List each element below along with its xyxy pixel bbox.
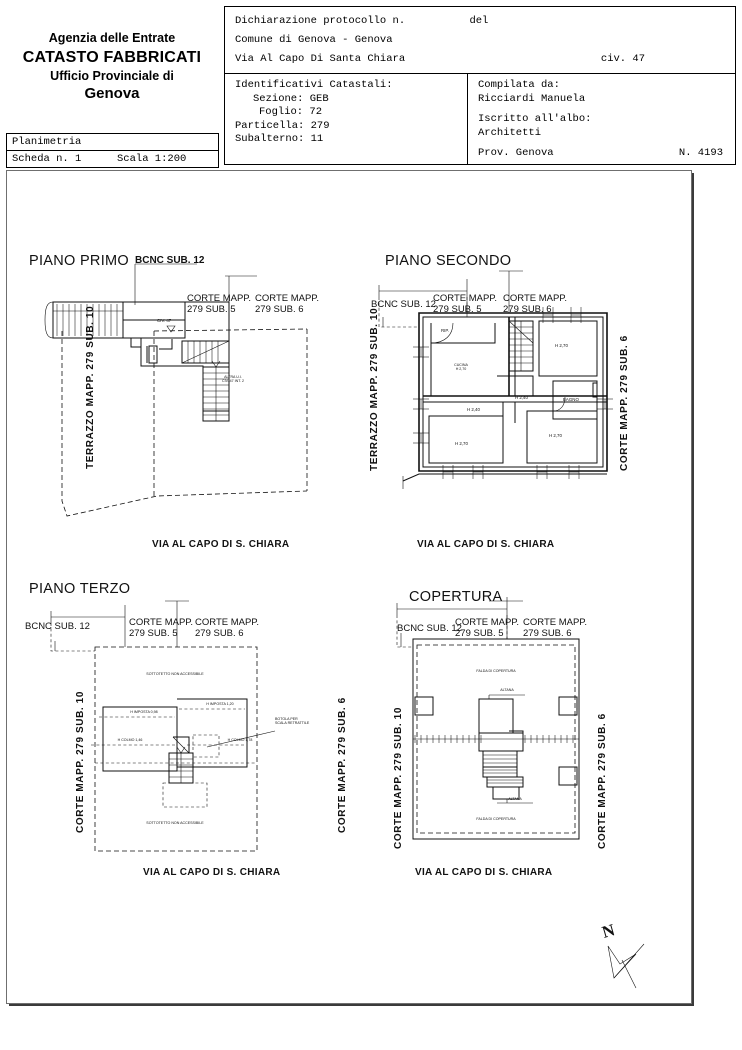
floor-plan-piano-terzo bbox=[7, 571, 357, 1003]
piano-terzo-corte-right-label: CORTE MAPP. 279 SUB. 6 bbox=[337, 697, 348, 833]
piano-primo-civ-label: CIV. 47 bbox=[157, 318, 172, 323]
copertura-title: COPERTURA bbox=[409, 589, 503, 605]
copertura-altana-top-label: ALTANA bbox=[500, 688, 514, 692]
piano-primo-bcnc-label: BCNC SUB. 12 bbox=[135, 255, 205, 266]
piano-terzo-corte6-label bbox=[195, 617, 259, 639]
identificativi-title: Identificativi Catastali: bbox=[235, 79, 393, 91]
agency-block bbox=[8, 30, 216, 104]
piano-terzo-imposta-left-label: H IMPOSTA 0,98 bbox=[130, 710, 158, 714]
planimetria-scheda-row bbox=[7, 151, 218, 167]
copertura-corte5-label bbox=[455, 617, 519, 639]
foglio-value: 72 bbox=[309, 106, 323, 118]
albo-label: Iscritto all'albo: bbox=[478, 113, 592, 125]
copertura-corte-right-label: CORTE MAPP. 279 SUB. 6 bbox=[597, 713, 608, 849]
numero-albo: N. 4193 bbox=[678, 147, 723, 159]
corte6-line1: CORTE MAPP. bbox=[255, 293, 320, 304]
piano-secondo-corte-right-label: CORTE MAPP. 279 SUB. 6 bbox=[619, 335, 630, 471]
piano-primo-terrazzo-label: TERRAZZO MAPP. 279 SUB. 10 bbox=[85, 305, 96, 469]
copertura-corte-left-label: CORTE MAPP. 279 SUB. 10 bbox=[393, 707, 404, 849]
north-arrow bbox=[592, 920, 652, 992]
compilatore-block bbox=[468, 74, 735, 164]
piano-terzo-imposta-right-label: H IMPOSTA 1,20 bbox=[206, 702, 234, 706]
protocollo-del: del bbox=[469, 15, 489, 27]
planimetria-box bbox=[6, 133, 219, 168]
corte5-line1: CORTE MAPP. bbox=[433, 293, 498, 304]
piano-terzo-corte5-label bbox=[129, 617, 193, 639]
particella-label: Particella: bbox=[235, 119, 305, 132]
spacer-2 bbox=[478, 140, 735, 147]
particella-value: 279 bbox=[310, 119, 330, 132]
corte5-line2: 279 SUB. 5 bbox=[455, 628, 504, 640]
via-row bbox=[225, 50, 735, 69]
corte6-line1: CORTE MAPP. bbox=[195, 617, 260, 628]
protocollo-label: Dichiarazione protocollo n. bbox=[235, 15, 406, 27]
piano-primo-corte5-label bbox=[187, 293, 251, 315]
agency-line-2: CATASTO FABBRICATI bbox=[22, 48, 202, 66]
piano-secondo-room-sw-height: H 2,70 bbox=[455, 441, 468, 446]
corte6-line2: 279 SUB. 6 bbox=[255, 304, 304, 316]
agency-line-3: Ufficio Provinciale di bbox=[50, 68, 174, 83]
piano-terzo-corte-left-label: CORTE MAPP. 279 SUB. 10 bbox=[75, 691, 86, 833]
corte5-line2: 279 SUB. 5 bbox=[187, 304, 236, 316]
planimetria-title: Planimetria bbox=[7, 134, 218, 151]
piano-terzo-title: PIANO TERZO bbox=[29, 581, 131, 597]
cucina-line1: CUCINA bbox=[454, 363, 468, 367]
botola-line1: BOTOLA PER bbox=[275, 717, 298, 721]
piano-terzo-sottotetto-bottom-label: SOTTOTETTO NON ACCESSIBILE bbox=[146, 821, 204, 825]
corte5-line2: 279 SUB. 5 bbox=[433, 304, 482, 316]
piano-terzo-colmo-right-label: H COLMO 1,78 bbox=[227, 738, 253, 742]
piano-secondo-title: PIANO SECONDO bbox=[385, 253, 512, 269]
corte5-line1: CORTE MAPP. bbox=[187, 293, 252, 304]
sezione-label: Sezione: bbox=[253, 92, 304, 105]
piano-secondo-rip-label: RIP. bbox=[441, 328, 449, 333]
piano-primo-street-label: VIA AL CAPO DI S. CHIARA bbox=[152, 539, 290, 550]
piano-secondo-room-ne-height: H 2,70 bbox=[555, 343, 568, 348]
corte6-line2: 279 SUB. 6 bbox=[503, 304, 552, 316]
piano-secondo-terrazzo-label: TERRAZZO MAPP. 279 SUB. 10 bbox=[369, 307, 380, 471]
piano-secondo-corridoio-height-2: H 2,40 bbox=[467, 407, 480, 412]
prov-row bbox=[478, 147, 735, 159]
piano-terzo-sottotetto-top-label: SOTTOTETTO NON ACCESSIBILE bbox=[146, 672, 204, 676]
copertura-bcnc-label: BCNC SUB. 12 bbox=[397, 623, 462, 634]
comune-row: Comune di Genova - Genova bbox=[235, 34, 393, 46]
piano-secondo-bagno-label: BAGNO bbox=[563, 397, 579, 402]
copertura-falda-top-label: FALDA DI COPERTURA bbox=[476, 669, 516, 673]
piano-primo-drawing bbox=[7, 171, 357, 571]
piano-terzo-street-label: VIA AL CAPO DI S. CHIARA bbox=[143, 867, 281, 878]
piano-secondo-corridoio-height-1: H 2,40 bbox=[515, 395, 528, 400]
north-arrow-label: N bbox=[599, 920, 617, 942]
compilata-value: Ricciardi Manuela bbox=[478, 92, 586, 105]
compilata-label: Compilata da: bbox=[478, 79, 560, 91]
altra-ui-line2: CIV. 47 INT. 2 bbox=[221, 379, 245, 384]
subalterno-label: Subalterno: bbox=[235, 133, 305, 145]
piano-primo-title: PIANO PRIMO bbox=[29, 253, 129, 269]
piano-secondo-corte5-label bbox=[433, 293, 497, 315]
floor-plan-piano-primo bbox=[7, 171, 357, 571]
header-bottom-section bbox=[225, 74, 735, 164]
copertura-street-label: VIA AL CAPO DI S. CHIARA bbox=[415, 867, 553, 878]
piano-terzo-bcnc-label: BCNC SUB. 12 bbox=[25, 621, 90, 632]
foglio-label: Foglio: bbox=[259, 106, 304, 118]
north-arrow-glyph bbox=[592, 920, 652, 992]
header-top-section bbox=[225, 7, 735, 74]
copertura-falda-bottom-label: FALDA DI COPERTURA bbox=[476, 817, 516, 821]
drawing-frame bbox=[6, 170, 692, 1004]
prov-value: Prov. Genova bbox=[478, 147, 554, 159]
scala-value: Scala 1:200 bbox=[117, 153, 187, 165]
spacer bbox=[478, 106, 735, 113]
copertura-altana-bottom-label: ALTANA bbox=[508, 797, 522, 801]
sezione-value: GEB bbox=[309, 92, 329, 105]
copertura-corte6-label bbox=[523, 617, 587, 639]
piano-secondo-drawing bbox=[357, 171, 691, 571]
albo-value: Architetti bbox=[478, 126, 542, 139]
corte6-line1: CORTE MAPP. bbox=[523, 617, 588, 628]
agency-line-1: Agenzia delle Entrate bbox=[48, 31, 176, 45]
cucina-line2: H 2,70 bbox=[455, 367, 467, 372]
corte6-line2: 279 SUB. 6 bbox=[195, 628, 244, 640]
scheda-number: Scheda n. 1 bbox=[12, 153, 82, 165]
sezione-row bbox=[235, 93, 467, 107]
foglio-row bbox=[235, 106, 467, 120]
piano-primo-corte6-label bbox=[255, 293, 319, 315]
piano-terzo-botola-label bbox=[275, 717, 333, 726]
subalterno-value: 11 bbox=[310, 133, 324, 145]
header-table bbox=[224, 6, 736, 165]
floor-plan-piano-secondo bbox=[357, 171, 691, 571]
corte6-line2: 279 SUB. 6 bbox=[523, 628, 572, 640]
piano-secondo-corte6-label bbox=[503, 293, 567, 315]
corte5-line1: CORTE MAPP. bbox=[129, 617, 194, 628]
subalterno-row bbox=[235, 133, 467, 147]
corte6-line1: CORTE MAPP. bbox=[503, 293, 568, 304]
piano-secondo-cucina-label bbox=[439, 363, 483, 372]
protocollo-row bbox=[225, 12, 735, 31]
botola-line2: SCALA RETRATTILE bbox=[275, 721, 310, 726]
altra-ui-line1: ALTRA U.I. bbox=[224, 375, 242, 379]
piano-secondo-room-se-height: H 2,70 bbox=[549, 433, 562, 438]
piano-secondo-street-label: VIA AL CAPO DI S. CHIARA bbox=[417, 539, 555, 550]
particella-row bbox=[235, 120, 467, 134]
corte5-line1: CORTE MAPP. bbox=[455, 617, 520, 628]
identificativi-block bbox=[225, 74, 468, 164]
civico-value: civ. 47 bbox=[600, 53, 645, 65]
via-label: Via Al Capo Di Santa Chiara bbox=[235, 53, 406, 65]
piano-primo-altra-ui-label bbox=[203, 375, 263, 384]
corte5-line2: 279 SUB. 5 bbox=[129, 628, 178, 640]
agency-line-4: Genova bbox=[84, 85, 140, 103]
piano-terzo-colmo-left-label: H COLMO 1,46 bbox=[117, 738, 143, 742]
piano-secondo-bcnc-label: BCNC SUB. 12 bbox=[371, 299, 436, 310]
